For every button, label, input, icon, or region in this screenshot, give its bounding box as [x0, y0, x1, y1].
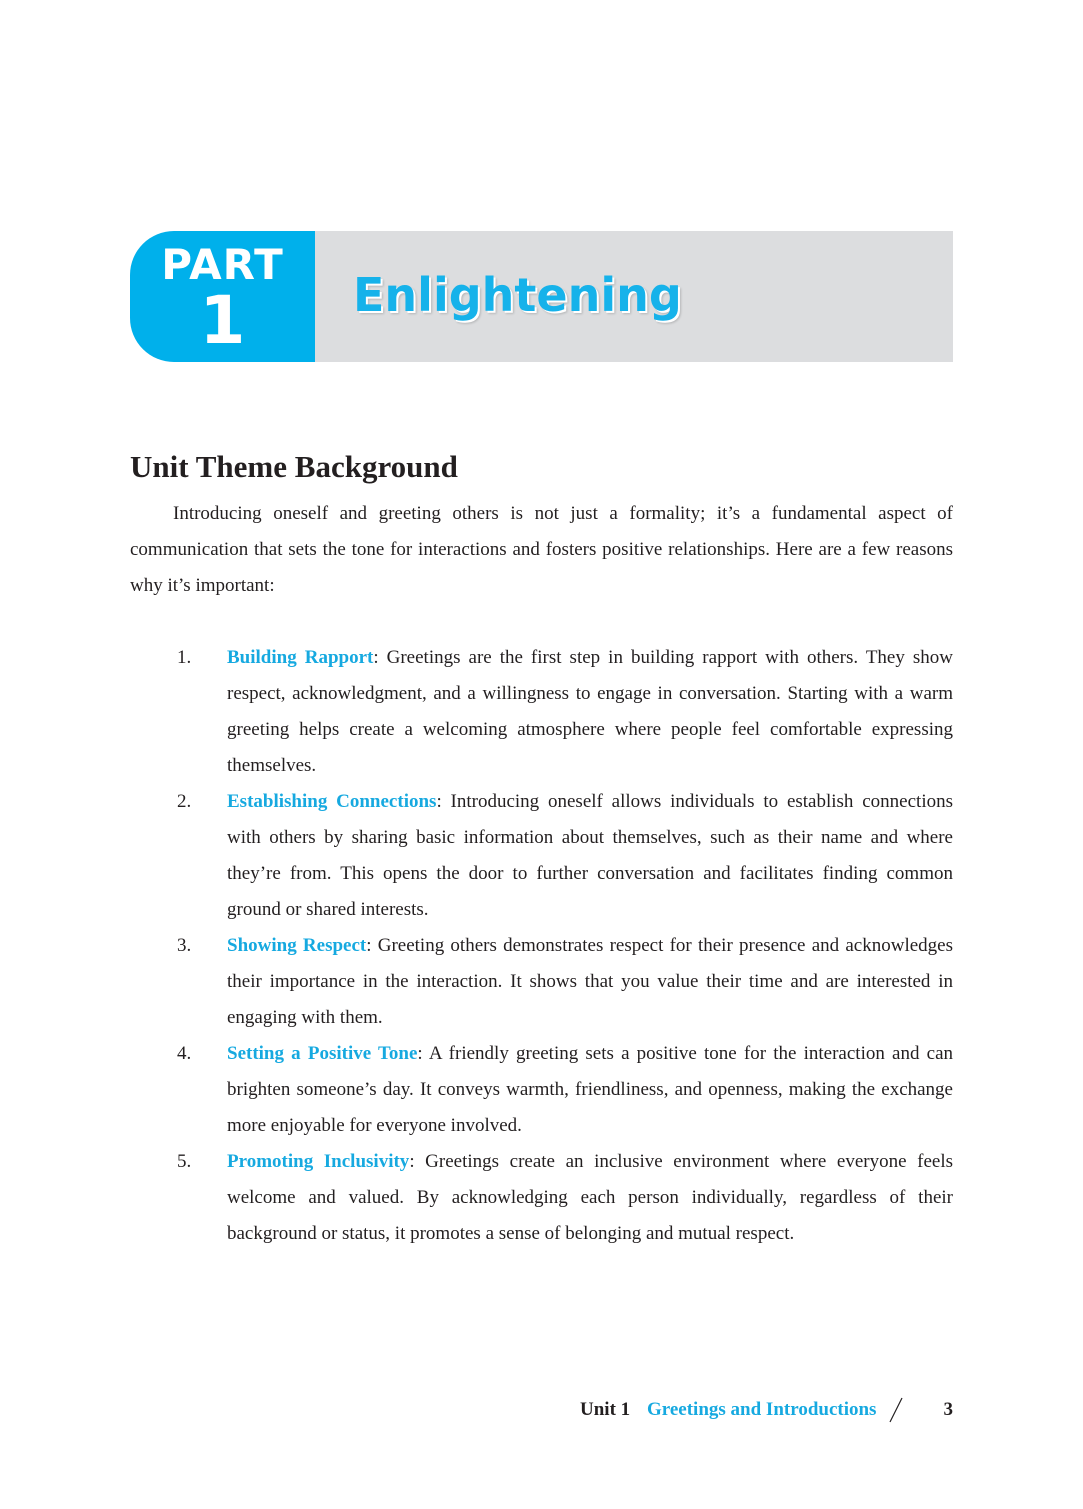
list-item-number: 3. [177, 935, 192, 956]
part-title-bar [315, 231, 953, 362]
list-item-number: 5. [177, 1151, 192, 1172]
reasons-list [177, 640, 953, 1252]
list-item-text: : Greetings are the first step in building rapport with others. They show respect, acknowledgment, and a willingness to engage in conversation. Starting with a warm greeting helps create a welcoming atmosphere where people feel comfortable expressing themselves. [227, 647, 953, 776]
part-banner [130, 231, 953, 362]
list-item-text: : Introducing oneself allows individuals to establish connections with others by sharing basic information about themselves, such as their name and where they’re from. This opens the door to further conversation and facilitates finding common ground or shared interests. [227, 791, 953, 920]
list-item [177, 640, 953, 784]
list-item-number: 2. [177, 791, 192, 812]
part-badge [130, 231, 315, 362]
page-number: 3 [943, 1399, 953, 1420]
footer-unit-title: Greetings and Introductions [647, 1399, 877, 1420]
list-item [177, 1036, 953, 1144]
intro-paragraph: Introducing oneself and greeting others is not just a formality; it’s a fundamental aspect of communication that sets the tone for interactions and fosters positive relationships. Here are a few reasons why it’s important: [130, 503, 953, 596]
list-item [177, 1144, 953, 1252]
list-item-term: Establishing Connections [227, 791, 437, 812]
list-item-term: Promoting Inclusivity [227, 1151, 410, 1172]
part-label: PART [161, 240, 284, 289]
list-item-number: 4. [177, 1043, 192, 1064]
list-item-text: : Greetings create an inclusive environment where everyone feels welcome and valued. By acknowledging each person individually, regardless of their background or status, it promotes a sense of belonging and mutual respect. [227, 1151, 953, 1244]
list-item-number: 1. [177, 647, 192, 668]
section-title: Unit Theme Background [130, 449, 458, 484]
list-item [177, 928, 953, 1036]
footer-unit: Unit 1 [580, 1399, 631, 1420]
part-number: 1 [199, 282, 246, 359]
list-item-term: Showing Respect [227, 935, 367, 956]
slash-divider-icon [888, 1395, 904, 1425]
list-item-text: : Greeting others demonstrates respect for their presence and acknowledges their importance in the interaction. It shows that you value their time and are interested in engaging with them. [227, 935, 953, 1028]
part-title: Enlightening [353, 268, 682, 322]
list-item-term: Setting a Positive Tone [227, 1043, 418, 1064]
page-footer [580, 1395, 953, 1425]
list-item-term: Building Rapport [227, 647, 374, 668]
list-item [177, 784, 953, 928]
list-item-text: : A friendly greeting sets a positive tone for the interaction and can brighten someone’s day. It conveys warmth, friendliness, and openness, making the exchange more enjoyable for everyone involved. [227, 1043, 953, 1136]
